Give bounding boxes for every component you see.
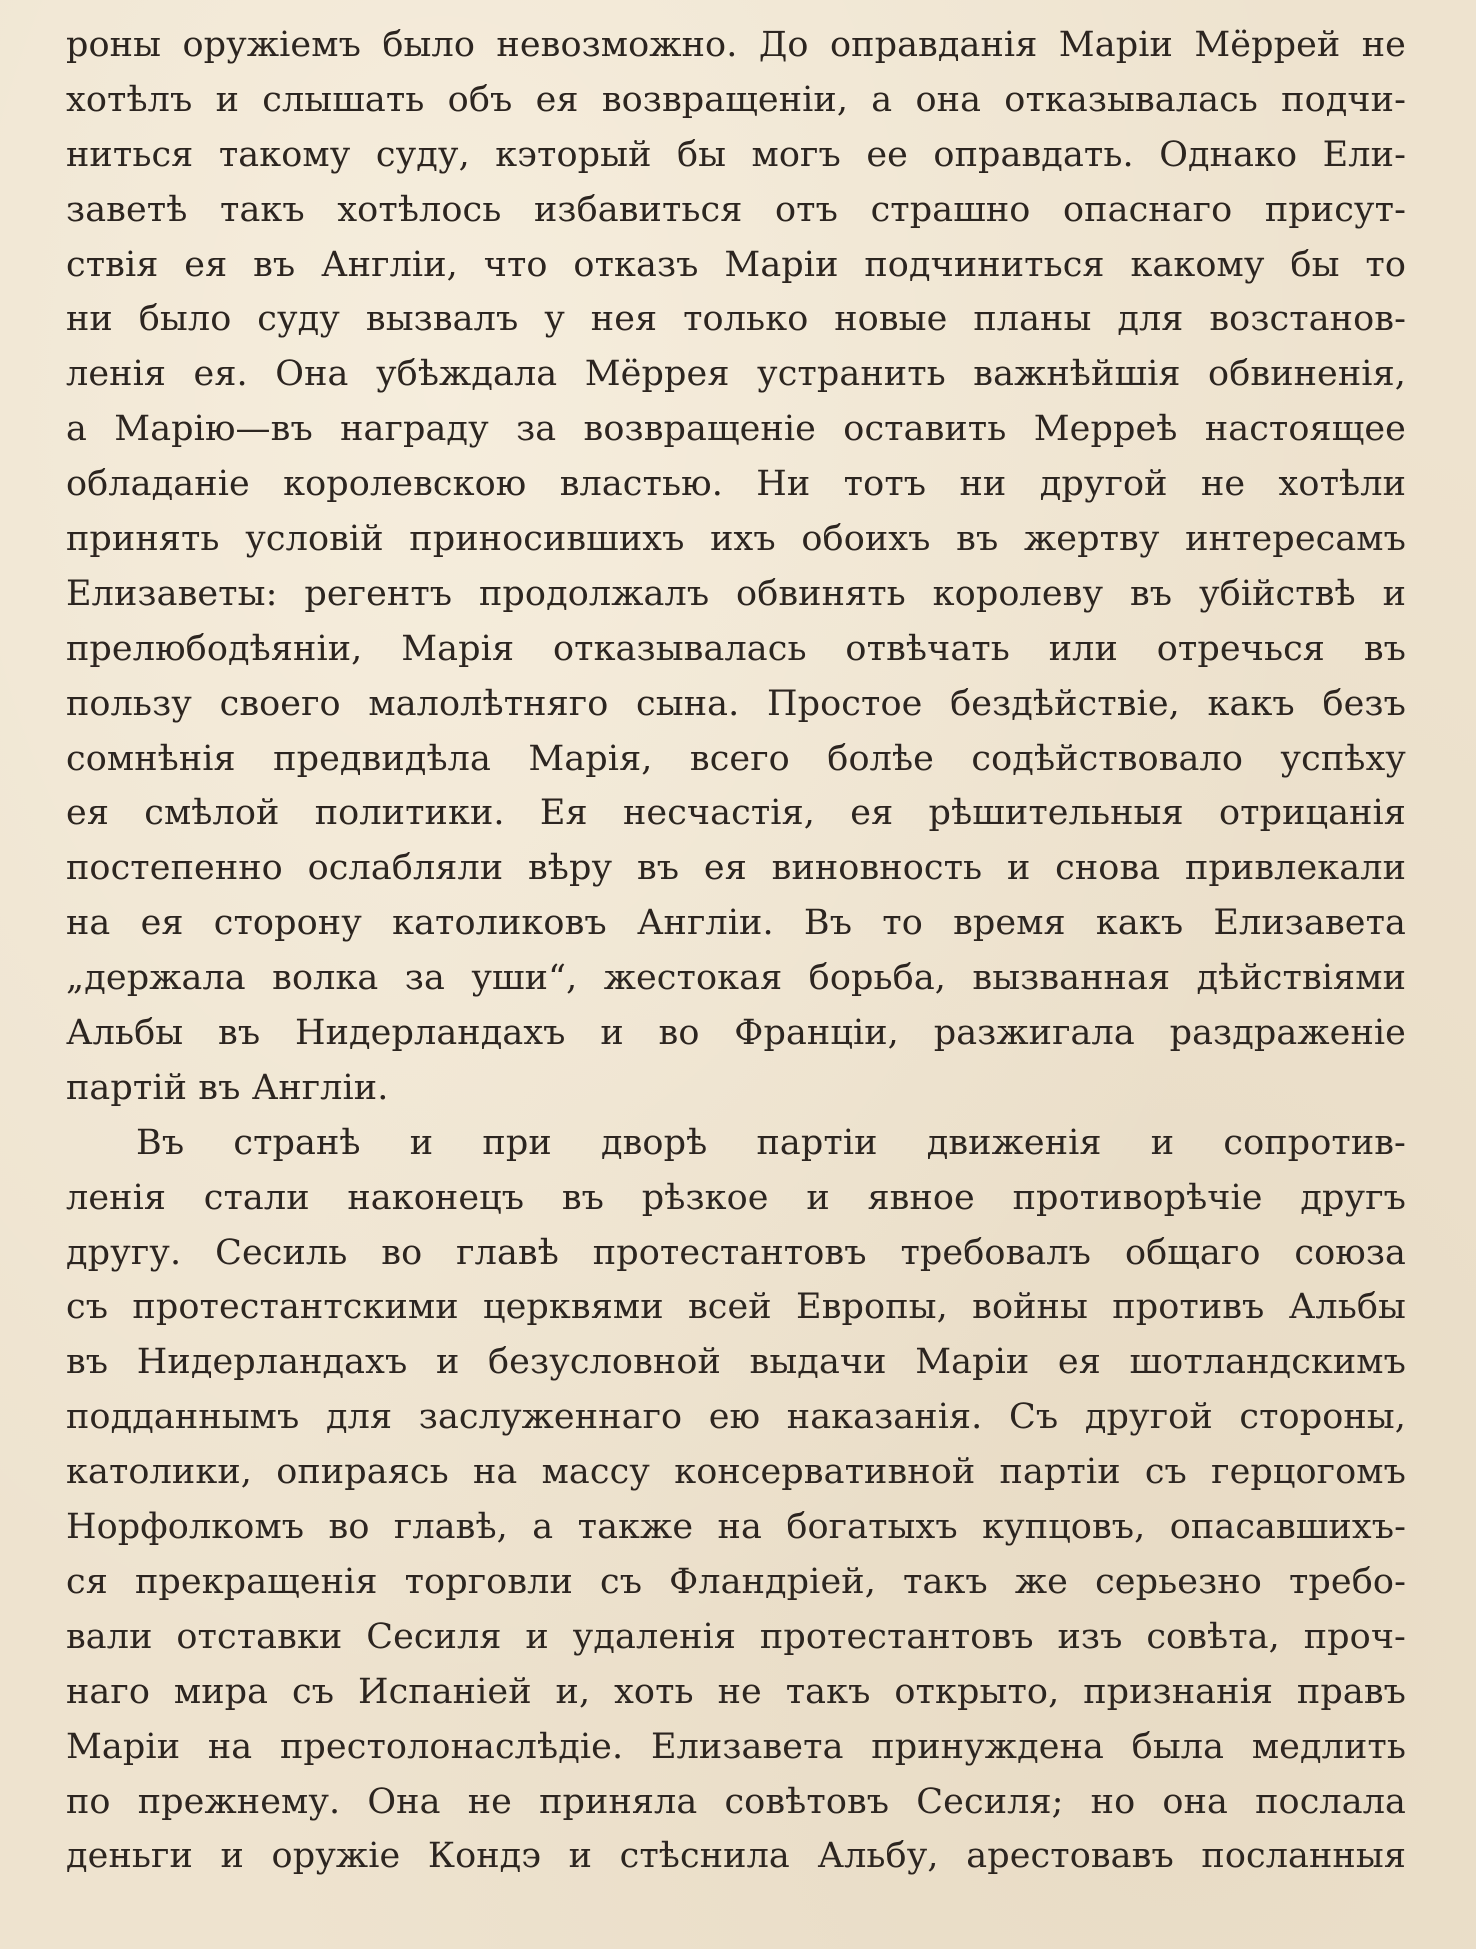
text-line: пользу своего малолѣтняго сына. Простое бездѣйствіе, какъ безъ bbox=[66, 683, 1406, 724]
text-line: ея смѣлой политики. Ея несчастія, ея рѣшительныя отрицанія bbox=[66, 793, 1406, 834]
text-line: заветѣ такъ хотѣлось избавиться отъ страшно опаснаго присут- bbox=[66, 189, 1406, 230]
text-line: Норфолкомъ во главѣ, а также на богатыхъ купцовъ, опасавшихъ- bbox=[66, 1507, 1406, 1548]
text-line: а Марію—въ награду за возвращеніе оставить Мерреѣ настоящее bbox=[66, 409, 1406, 450]
text-line: постепенно ослабляли вѣру въ ея виновность и снова привлекали bbox=[66, 848, 1406, 889]
text-line: по прежнему. Она не приняла совѣтовъ Сесиля; но она послала bbox=[66, 1781, 1406, 1822]
text-line: роны оружіемъ было невозможно. До оправданія Маріи Мёррей не bbox=[66, 25, 1406, 65]
text-line: съ протестантскими церквями всей Европы, войны противъ Альбы bbox=[66, 1287, 1406, 1328]
paragraph-end-line: партій въ Англіи. bbox=[66, 1067, 389, 1108]
text-line: Альбы въ Нидерландахъ и во Франціи, разжигала раздраженіе bbox=[66, 1013, 1406, 1054]
text-line: ствія ея въ Англіи, что отказъ Маріи подчиниться какому бы то bbox=[66, 244, 1406, 285]
paragraph-start-line: Въ странѣ и при дворѣ партіи движенія и сопротив- bbox=[136, 1122, 1406, 1163]
text-line: хотѣлъ и слышать объ ея возвращеніи, а она отказывалась подчи- bbox=[66, 79, 1406, 120]
text-line: принять условій приносившихъ ихъ обоихъ въ жертву интересамъ bbox=[66, 519, 1406, 560]
text-line: католики, опираясь на массу консервативной партіи съ герцогомъ bbox=[66, 1452, 1406, 1493]
text-line: обладаніе королевскою властью. Ни тотъ ни другой не хотѣли bbox=[66, 464, 1406, 505]
text-line: ниться такому суду, кэторый бы могъ ее оправдать. Однако Ели- bbox=[66, 134, 1406, 175]
text-line: прелюбодѣяніи, Марія отказывалась отвѣчать или отречься въ bbox=[66, 628, 1406, 669]
text-line: ленія ея. Она убѣждала Мёррея устранить важнѣйшія обвиненія, bbox=[66, 354, 1406, 395]
text-line: ся прекращенія торговли съ Фландріей, такъ же серьезно требо- bbox=[66, 1561, 1406, 1602]
text-line: на ея сторону католиковъ Англіи. Въ то время какъ Елизавета bbox=[66, 903, 1406, 944]
page-text bbox=[66, 18, 1406, 1884]
text-line: вали отставки Сесиля и удаленія протестантовъ изъ совѣта, проч- bbox=[66, 1616, 1406, 1657]
text-line: сомнѣнія предвидѣла Марія, всего болѣе содѣйствовало успѣху bbox=[66, 738, 1406, 779]
text-line: ни было суду вызвалъ у нея только новые планы для возстанов- bbox=[66, 299, 1406, 340]
text-line: „держала волка за уши“, жестокая борьба, вызванная дѣйствіями bbox=[66, 958, 1406, 999]
text-line: Маріи на престолонаслѣдіе. Елизавета принуждена была медлить bbox=[66, 1726, 1406, 1767]
text-line: подданнымъ для заслуженнаго ею наказанія. Съ другой стороны, bbox=[66, 1397, 1406, 1438]
text-line: Елизаветы: регентъ продолжалъ обвинять королеву въ убійствѣ и bbox=[66, 573, 1406, 614]
text-line: въ Нидерландахъ и безусловной выдачи Маріи ея шотландскимъ bbox=[66, 1342, 1406, 1383]
text-line: деньги и оружіе Кондэ и стѣснила Альбу, арестовавъ посланныя bbox=[66, 1836, 1406, 1877]
text-line: ленія стали наконецъ въ рѣзкое и явное противорѣчіе другъ bbox=[66, 1177, 1406, 1218]
text-line: наго мира съ Испаніей и, хоть не такъ открыто, признанія правъ bbox=[66, 1671, 1406, 1712]
text-line: другу. Сесиль во главѣ протестантовъ требовалъ общаго союза bbox=[66, 1232, 1406, 1273]
